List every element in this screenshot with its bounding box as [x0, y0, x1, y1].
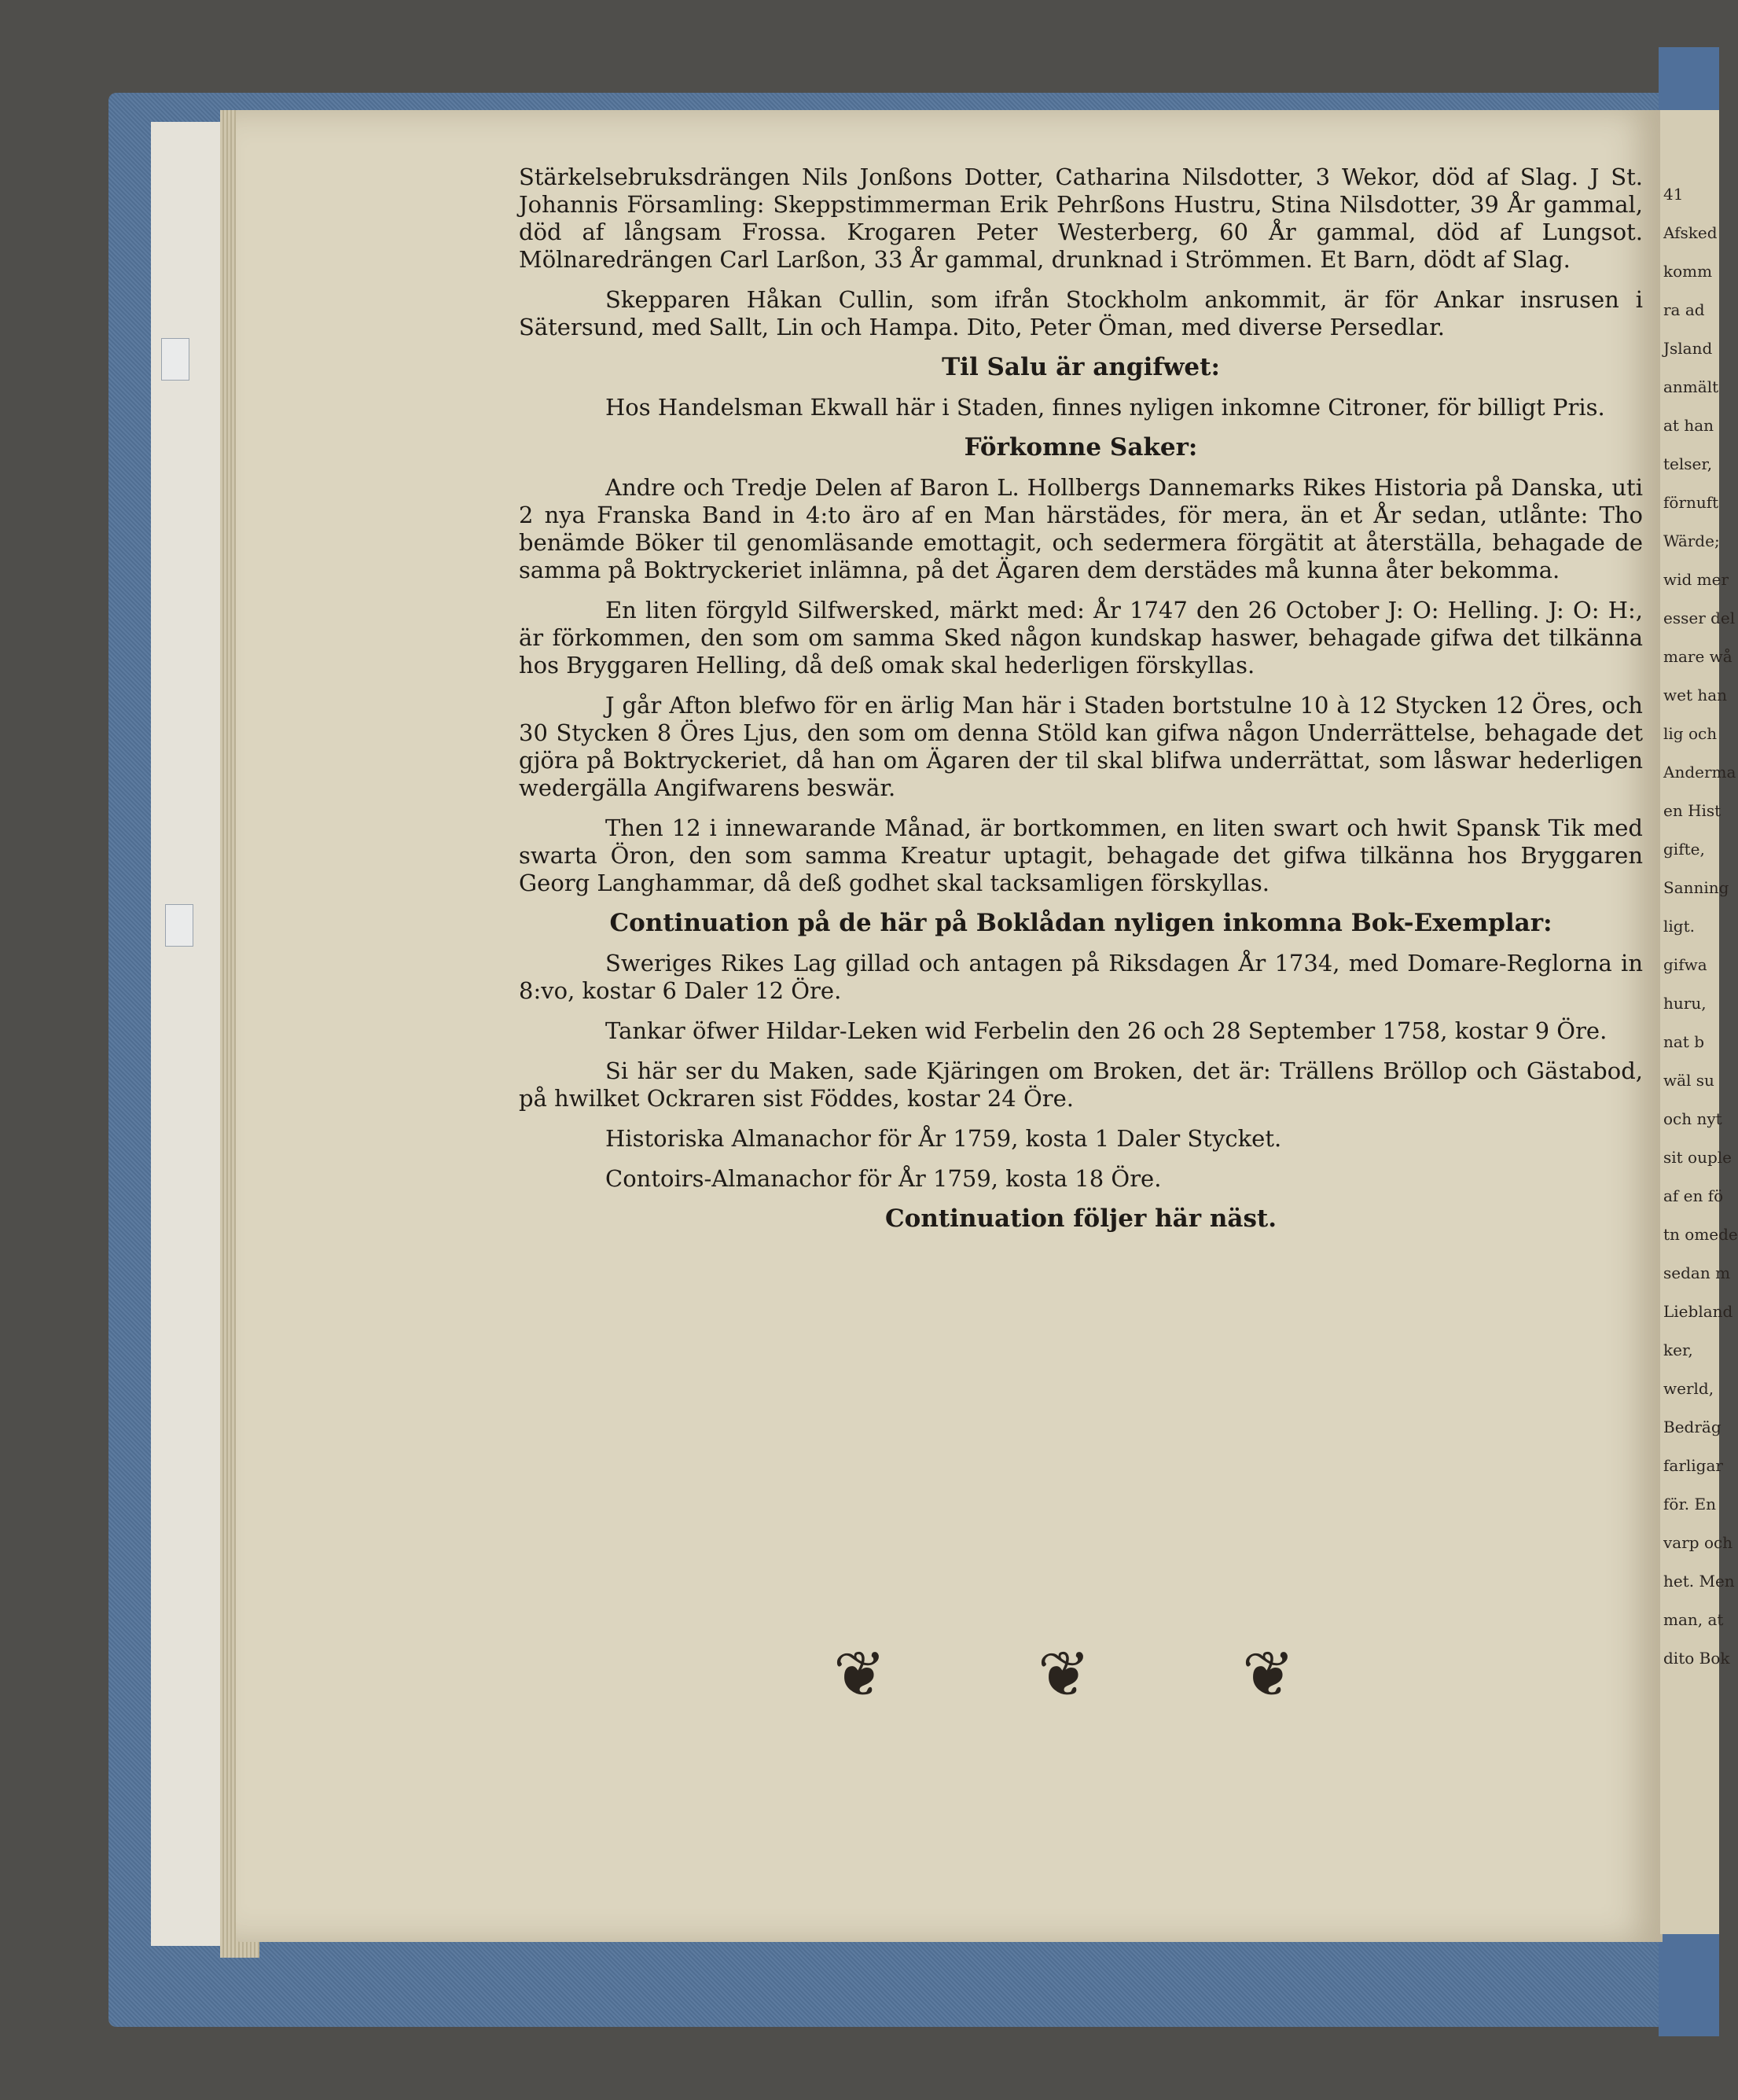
- paragraph: Hos Handelsman Ekwall här i Staden, finnes nyligen inkomne Citroner, för billigt Pris.: [605, 394, 1605, 421]
- facing-page-fragment: mare wå: [1663, 647, 1732, 666]
- facing-page-fragment: esser del: [1663, 609, 1736, 627]
- facing-page-fragment: at han: [1663, 416, 1714, 435]
- facing-page-fragment: af en fö: [1663, 1186, 1724, 1205]
- facing-page-fragment: Afsked: [1663, 223, 1718, 242]
- facing-page-fragment: Liebland: [1663, 1302, 1733, 1321]
- facing-page-fragment: varp och: [1663, 1533, 1733, 1552]
- facing-page-fragment: het. Men: [1663, 1572, 1735, 1591]
- facing-page-fragment: Jsland: [1663, 339, 1713, 358]
- facing-page-fragment: huru,: [1663, 994, 1707, 1013]
- paragraph: Then 12 i innewarande Månad, är bortkommen, en liten swart och hwit Spansk Tik med swarta Öron, den som samma Kreatur uptagit, behagade det gifwa tilkänna hos Bryggaren Georg Langhammar, då deß godhet skal tacksamligen förskyllas.: [519, 815, 1643, 896]
- facing-page-fragment: Wärde;: [1663, 531, 1720, 550]
- facing-page-fragment: wäl su: [1663, 1071, 1714, 1090]
- facing-page-fragment: werld,: [1663, 1379, 1714, 1398]
- paragraph: Tankar öfwer Hildar-Leken wid Ferbelin den 26 och 28 September 1758, kostar 9 Öre.: [605, 1017, 1608, 1044]
- facing-page-fragment: man, at: [1663, 1610, 1724, 1629]
- facing-page-fragment: nat b: [1663, 1032, 1705, 1051]
- facing-page-fragment: gifte,: [1663, 840, 1705, 859]
- facing-page-fragment: gifwa: [1663, 955, 1707, 974]
- facing-page-fragment: anmält: [1663, 377, 1719, 396]
- facing-page-fragment: ra ad: [1663, 300, 1705, 319]
- paragraph: Contoirs-Almanachor för År 1759, kosta 18 Öre.: [605, 1165, 1162, 1192]
- facing-page-fragment: lig och: [1663, 724, 1718, 743]
- paragraph: J går Afton blefwo för en ärlig Man här i Staden bortstulne 10 à 12 Stycken 12 Öres, och 30 Stycken 8 Öres Ljus, den som om denna Stöld kan gifwa någon Underrättelse, behagade det gjöra på Boktryckeriet, då han om Ägaren der til skal blifwa underrättat, som låswar hederligen wedergälla Angifwarens beswär.: [519, 692, 1643, 801]
- fleuron-ornament-icon: ❦: [1038, 1638, 1091, 1711]
- facing-page-fragment: för. En: [1663, 1495, 1717, 1513]
- facing-page-fragment: och nyt: [1663, 1109, 1722, 1128]
- paragraph: Si här ser du Maken, sade Kjäringen om Broken, det är: Trällens Bröllop och Gästabod, på hwilket Ockraren sist Föddes, kostar 24 Öre.: [519, 1057, 1643, 1112]
- facing-page-edge: [1660, 110, 1738, 1934]
- facing-page-fragment: ligt.: [1663, 917, 1695, 936]
- facing-page-fragment: Bedräg: [1663, 1418, 1721, 1436]
- facing-page-fragment: sit ouple: [1663, 1148, 1732, 1167]
- facing-page-fragment: sedan m: [1663, 1263, 1731, 1282]
- section-heading: Förkomne Saker:: [964, 433, 1198, 462]
- facing-page-fragment: förnuft: [1663, 493, 1719, 512]
- facing-page-fragment: en Hist: [1663, 801, 1721, 820]
- page-clip-bottom: [165, 904, 193, 947]
- facing-page-fragment: ker,: [1663, 1341, 1693, 1359]
- paragraph: Historiska Almanachor för År 1759, kosta 1 Daler Stycket.: [605, 1125, 1282, 1152]
- facing-page-fragment: 41: [1663, 185, 1684, 204]
- paragraph: Sweriges Rikes Lag gillad och antagen på Riksdagen År 1734, med Domare-Reglorna in 8:vo, kostar 6 Daler 12 Öre.: [519, 950, 1643, 1004]
- section-heading: Continuation följer här näst.: [884, 1204, 1277, 1233]
- facing-page-fragment: tn omede: [1663, 1225, 1738, 1244]
- section-heading: Til Salu är angifwet:: [942, 353, 1220, 381]
- paragraph: En liten förgyld Silfwersked, märkt med: År 1747 den 26 October J: O: Helling. J: O: H:, är förkommen, den som om samma Sked någon kundskap haswer, behagade gifwa det tilkänna hos Bryggaren Helling, då deß omak skal hederligen förskyllas.: [519, 597, 1643, 679]
- section-heading: Continuation på de här på Boklådan nyligen inkomna Bok-Exemplar:: [609, 909, 1552, 937]
- fleuron-ornament-icon: ❦: [1242, 1638, 1295, 1711]
- facing-page-fragment: Anderma: [1663, 763, 1736, 782]
- facing-page-fragment: Sanning: [1663, 878, 1729, 897]
- page-clip-top: [161, 338, 189, 381]
- facing-page-fragment: komm: [1663, 262, 1713, 281]
- facing-page-fragment: wet han: [1663, 686, 1728, 704]
- paragraph: Andre och Tredje Delen af Baron L. Hollbergs Dannemarks Rikes Historia på Danska, uti 2 nya Franska Band in 4:to äro af en Man härstädes, för mera, än et År sedan, utlånte: Tho benämde Böker til genomläsande emottagit, och sedermera förgätit at återställa, behagade de samma på Boktryckeriet inlämna, på det Ägaren dem derstädes må kunna åter bekomma.: [519, 474, 1643, 583]
- facing-page-fragment: dito Bok: [1663, 1649, 1730, 1668]
- paragraph: Stärkelsebruksdrängen Nils Jonßons Dotter, Catharina Nilsdotter, 3 Wekor, död af Slag. J St. Johannis Församling: Skeppstimmerman Erik Pehrßons Hustru, Stina Nilsdotter, 39 År gammal, död af långsam Frossa. Krogaren Peter Westerberg, 60 År gammal, död af Lungsot. Mölnaredrängen Carl Larßon, 33 År gammal, drunknad i Strömmen. Et Barn, dödt af Slag.: [519, 164, 1643, 273]
- page-text: [519, 164, 1643, 1245]
- facing-page-fragment: telser,: [1663, 454, 1713, 473]
- facing-page-fragment: farligar: [1663, 1456, 1723, 1475]
- facing-page-fragment: wid mer: [1663, 570, 1729, 589]
- paragraph: Skepparen Håkan Cullin, som ifrån Stockholm ankommit, är för Ankar insrusen i Sätersund, med Sallt, Lin och Hampa. Dito, Peter Öman, med diverse Persedlar.: [519, 286, 1643, 340]
- ornament-row: [833, 1635, 1336, 1722]
- fleuron-ornament-icon: ❦: [833, 1638, 887, 1711]
